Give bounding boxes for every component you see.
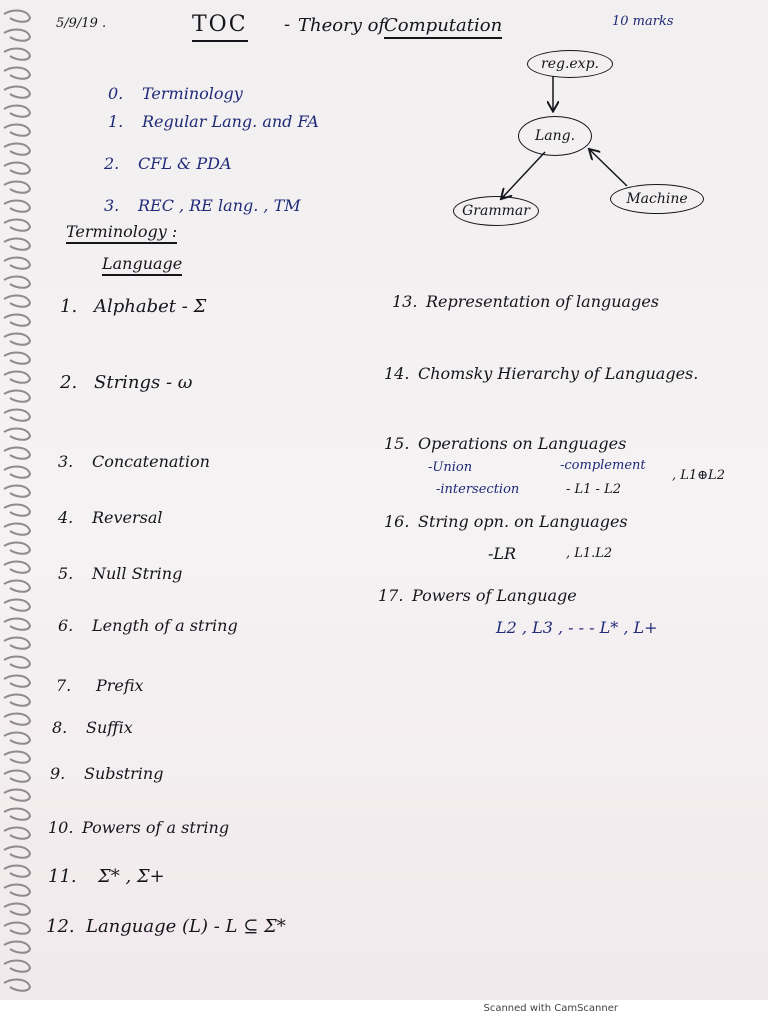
op-reverse: -LR <box>488 544 517 563</box>
list-item: 7. Prefix <box>56 676 144 695</box>
op-intersection: -intersection <box>436 482 520 497</box>
node-lang: Lang. <box>518 116 592 156</box>
list-item: 5. Null String <box>58 564 183 583</box>
node-machine: Machine <box>610 184 704 214</box>
list-item: 14. Chomsky Hierarchy of Languages. <box>384 364 699 383</box>
list-item: 10. Powers of a string <box>48 818 230 837</box>
overview-item-0: 0. Terminology <box>108 84 243 103</box>
op-union: -Union <box>428 460 473 475</box>
list-item: 15. Operations on Languages <box>384 434 627 453</box>
list-item: 8. Suffix <box>52 718 133 737</box>
op-concat: , L1.L2 <box>566 546 613 561</box>
node-reg-exp: reg.exp. <box>527 50 613 78</box>
footer-bar <box>0 1000 768 1024</box>
section-heading: Terminology : <box>66 222 177 244</box>
language-powers: L2 , L3 , - - - L* , L+ <box>496 618 658 637</box>
overview-item-1: 1. Regular Lang. and FA <box>108 112 319 131</box>
list-item: 4. Reversal <box>58 508 163 527</box>
list-item: 3. Concatenation <box>58 452 210 471</box>
list-item: 12. Language (L) - L ⊆ Σ* <box>46 916 286 937</box>
list-item: 13. Representation of languages <box>392 292 660 311</box>
list-item: 9. Substring <box>50 764 164 783</box>
list-item: 11. Σ* , Σ+ <box>48 866 165 887</box>
title-dash: - <box>284 14 291 35</box>
title-computation: Computation <box>384 15 502 39</box>
list-item: 16. String opn. on Languages <box>384 512 628 531</box>
op-xor: , L1⊕L2 <box>672 468 725 483</box>
title-words: Theory of <box>298 15 386 36</box>
title-abbreviation: TOC <box>192 12 248 42</box>
list-item: 6. Length of a string <box>58 616 238 635</box>
section-subheading: Language <box>102 254 182 276</box>
op-difference: - L1 - L2 <box>566 482 621 497</box>
overview-item-3: 3. REC , RE lang. , TM <box>104 196 301 215</box>
spiral-binding-icon <box>0 0 44 1000</box>
marks-label: 10 marks <box>612 14 674 29</box>
page-date: 5/9/19 . <box>56 16 107 31</box>
overview-item-2: 2. CFL & PDA <box>104 154 232 173</box>
op-complement: -complement <box>560 458 646 473</box>
list-item: 1. Alphabet - Σ <box>60 296 207 317</box>
list-item: 17. Powers of Language <box>378 586 577 605</box>
list-item: 2. Strings - ω <box>60 372 193 393</box>
node-grammar: Grammar <box>453 196 539 226</box>
scanner-watermark: Scanned with CamScanner <box>483 1003 618 1014</box>
